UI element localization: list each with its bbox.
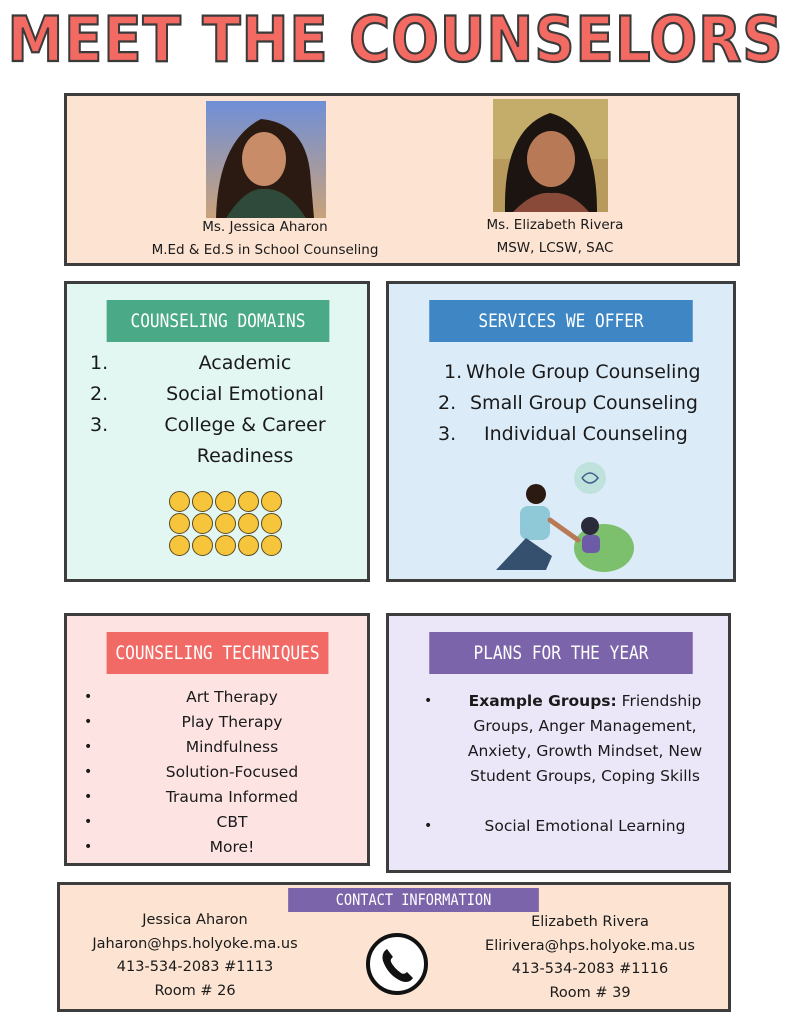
counselor-name: Ms. Elizabeth Rivera [486, 217, 624, 233]
counselor-credentials: MSW, LCSW, SAC [496, 240, 614, 256]
emoji-faces-icon [169, 491, 283, 556]
list-item: 1. Academic [90, 352, 292, 374]
list-item: • Social Emotional Learning [424, 817, 686, 835]
contact-heading: CONTACT INFORMATION [288, 888, 539, 912]
domains-list [90, 348, 360, 472]
phone-icon [365, 932, 429, 996]
plans-heading: PLANS FOR THE YEAR [429, 632, 693, 674]
plans-list [424, 689, 724, 839]
counseling-illustration-icon [486, 460, 636, 575]
contact-phone: 413-534-2083 #1113 [116, 959, 274, 975]
techniques-heading: COUNSELING TECHNIQUES [107, 632, 329, 674]
contact-jessica [75, 909, 315, 1003]
counselor-caption-jessica [130, 216, 400, 262]
contact-email[interactable]: Jaharon@hps.holyoke.ma.us [92, 935, 298, 952]
list-item-continuation: Readiness [196, 445, 294, 467]
counselor-photo-jessica [206, 101, 326, 218]
list-item: • Example Groups: Friendship Groups, Anger Management, Anxiety, Growth Mindset, New Student Groups, Coping Skills [424, 692, 703, 785]
contact-room: Room # 39 [549, 984, 631, 1001]
contact-name: Jessica Aharon [142, 912, 248, 928]
list-item: • More! [84, 838, 255, 856]
contact-phone: 413-534-2083 #1116 [511, 961, 669, 977]
contact-elizabeth [470, 911, 710, 1005]
list-item: 1. Whole Group Counseling [444, 361, 701, 383]
counselor-caption-elizabeth [420, 214, 690, 260]
page-title: MEET THE COUNSELORS [7, 4, 784, 77]
services-heading: SERVICES WE OFFER [429, 300, 693, 342]
contact-name: Elizabeth Rivera [531, 914, 649, 930]
contact-room: Room # 26 [154, 982, 236, 999]
list-item: • Mindfulness [84, 738, 279, 756]
list-item: 3. Individual Counseling [438, 423, 688, 445]
list-item: • Trauma Informed [84, 788, 299, 806]
domains-heading: COUNSELING DOMAINS [107, 300, 330, 342]
contact-email[interactable]: Elirivera@hps.holyoke.ma.us [485, 937, 695, 954]
list-item: • CBT [84, 813, 248, 831]
list-item: • Solution-Focused [84, 763, 299, 781]
services-list [438, 357, 718, 450]
list-item: 2. Social Emotional [90, 383, 324, 405]
list-item: 2. Small Group Counseling [438, 392, 698, 414]
counselor-name: Ms. Jessica Aharon [202, 219, 328, 235]
list-item: • Play Therapy [84, 713, 283, 731]
list-item: • Art Therapy [84, 688, 278, 706]
counselor-credentials: M.Ed & Ed.S in School Counseling [151, 242, 379, 258]
list-item: 3. College & Career [90, 414, 326, 436]
techniques-list [84, 685, 360, 860]
counselor-photo-elizabeth [493, 99, 608, 212]
